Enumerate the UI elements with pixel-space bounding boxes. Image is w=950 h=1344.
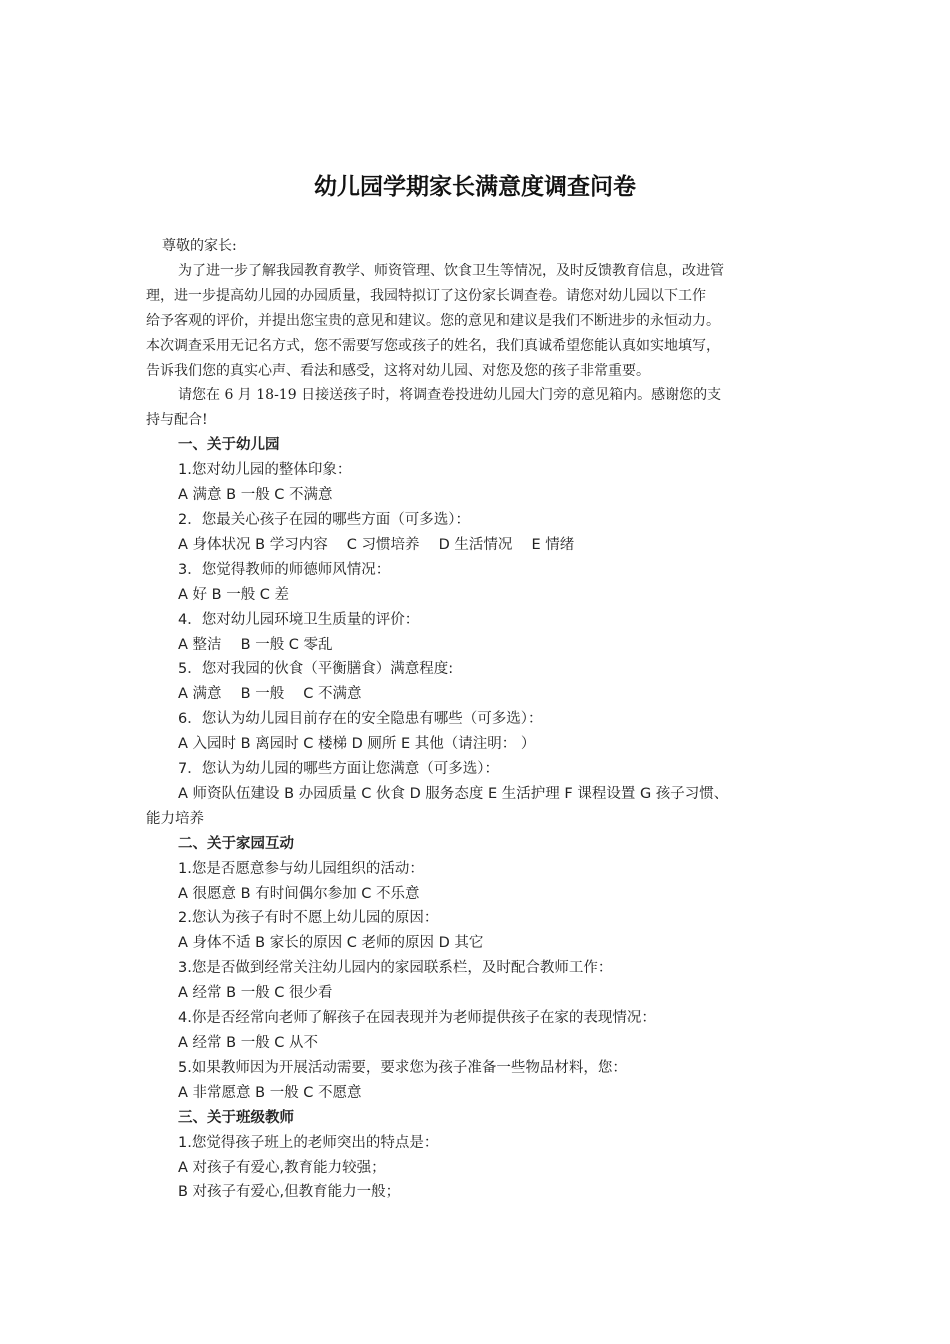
answer-options: A 满意 B 一般 C 不满意	[178, 686, 362, 703]
question: 1.您对幼儿园的整体印象：	[178, 462, 352, 479]
request-line: 持与配合!	[146, 412, 208, 429]
section-heading: 二、关于家园互动	[178, 835, 294, 852]
question: 3.您是否做到经常关注幼儿园内的家园联系栏，及时配合教师工作：	[178, 960, 613, 977]
question: 7．您认为幼儿园的哪些方面让您满意（可多选）：	[178, 761, 499, 778]
answer-options-wrap: 能力培养	[146, 810, 204, 827]
section-heading: 一、关于幼儿园	[178, 437, 280, 454]
question: 1.您觉得孩子班上的老师突出的特点是：	[178, 1134, 439, 1151]
answer-options: A 身体不适 B 家长的原因 C 老师的原因 D 其它	[178, 935, 484, 952]
question: 2．您最关心孩子在园的哪些方面（可多选）：	[178, 511, 470, 528]
question: 2.您认为孩子有时不愿上幼儿园的原因：	[178, 910, 439, 927]
question: 5.如果教师因为开展活动需要，要求您为孩子准备一些物品材料，您：	[178, 1059, 627, 1076]
intro-line: 给予客观的评价，并提出您宝贵的意见和建议。您的意见和建议是我们不断进步的永恒动力。	[146, 312, 720, 329]
answer-options: A 入园时 B 离园时 C 楼梯 D 厕所 E 其他（请注明： ）	[178, 736, 536, 753]
intro-line: 理，进一步提高幼儿园的办园质量，我园特拟订了这份家长调查卷。请您对幼儿园以下工作	[146, 287, 706, 304]
answer-options: A 整洁 B 一般 C 零乱	[178, 636, 333, 653]
greeting: 尊敬的家长:	[162, 238, 237, 254]
question: 5．您对我园的伙食（平衡膳食）满意程度:	[178, 661, 454, 678]
intro-line: 本次调查采用无记名方式，您不需要写您或孩子的姓名，我们真诚希望您能认真如实地填写，	[146, 337, 720, 354]
request-line: 请您在 6 月 18-19 日接送孩子时，将调查卷投进幼儿园大门旁的意见箱内。感谢您的支	[178, 387, 722, 404]
answer-options: A 身体状况 B 学习内容 C 习惯培养 D 生活情况 E 情绪	[178, 536, 575, 553]
answer-options: A 非常愿意 B 一般 C 不愿意	[178, 1084, 362, 1101]
question: 4.你是否经常向老师了解孩子在园表现并为老师提供孩子在家的表现情况：	[178, 1010, 656, 1027]
question: 6．您认为幼儿园目前存在的安全隐患有哪些（可多选）：	[178, 711, 543, 728]
answer-options: B 对孩子有爱心,但教育能力一般；	[178, 1184, 401, 1201]
document-body	[146, 234, 826, 1205]
answer-options: A 经常 B 一般 C 从不	[178, 1035, 319, 1051]
page-title: 幼儿园学期家长满意度调查问卷	[314, 173, 636, 200]
question: 1.您是否愿意参与幼儿园组织的活动：	[178, 860, 424, 877]
answer-options: A 满意 B 一般 C 不满意	[178, 487, 333, 504]
intro-line: 告诉我们您的真实心声、看法和感受，这将对幼儿园、对您及您的孩子非常重要。	[146, 362, 650, 379]
section-heading: 三、关于班级教师	[178, 1109, 294, 1126]
answer-options: A 好 B 一般 C 差	[178, 586, 290, 603]
question: 4．您对幼儿园环境卫生质量的评价：	[178, 611, 420, 628]
intro-line: 为了进一步了解我园教育教学、师资管理、饮食卫生等情况，及时反馈教育信息，改进管	[178, 262, 724, 279]
answer-options: A 师资队伍建设 B 办园质量 C 伙食 D 服务态度 E 生活护理 F 课程设置 G 孩子习惯、	[178, 785, 729, 802]
answer-options: A 经常 B 一般 C 很少看	[178, 985, 333, 1002]
question: 3．您觉得教师的师德师风情况：	[178, 561, 391, 578]
answer-options: A 很愿意 B 有时间偶尔参加 C 不乐意	[178, 885, 420, 902]
answer-options: A 对孩子有爱心,教育能力较强；	[178, 1159, 386, 1176]
